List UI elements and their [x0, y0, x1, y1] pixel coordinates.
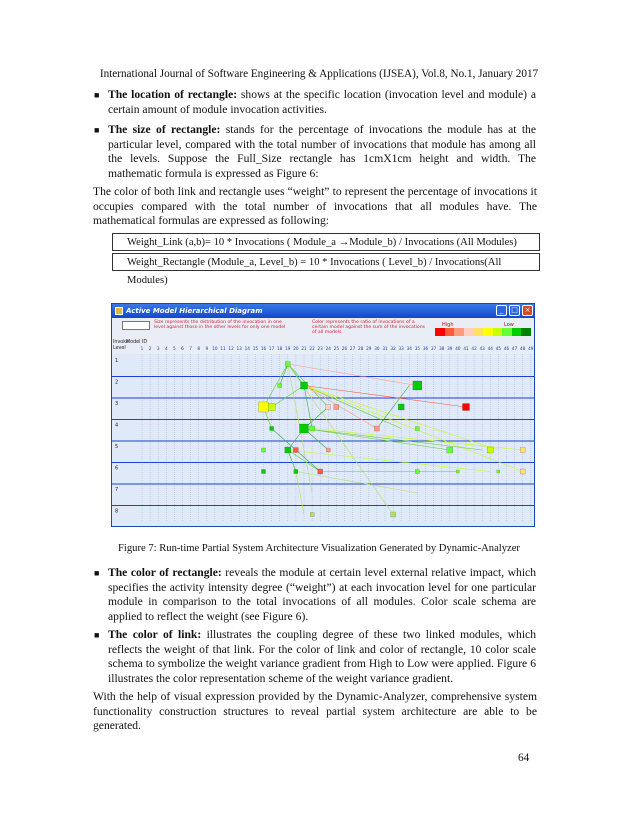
bullet-text: shows at the specific location (invocation level and module) a certain amount of module invocation activities.: [108, 88, 536, 116]
scale-swatch: [445, 328, 455, 336]
size-legend-text: Size represents the distribution of the invocation in one level against those in the other levels for only one model: [154, 320, 286, 331]
bullet-square-icon: ■: [94, 125, 100, 135]
module-tick-label: 7: [189, 346, 192, 351]
scale-swatch: [521, 328, 531, 336]
scale-swatch: [502, 328, 512, 336]
level-label: 2: [115, 379, 119, 386]
color-legend-text: Color represents the ratio of invocations of a certain model against the sum of the invocations of all models: [312, 320, 426, 336]
module-node: [334, 405, 339, 410]
module-tick-label: 40: [455, 346, 461, 351]
module-tick-label: 43: [479, 346, 485, 351]
module-tick-label: 39: [447, 346, 453, 351]
module-node: [374, 426, 379, 431]
module-node: [415, 427, 419, 431]
module-node: [285, 447, 291, 453]
module-tick-label: 2: [148, 346, 152, 351]
module-node: [262, 448, 266, 452]
module-tick-label: 19: [285, 346, 291, 351]
axis-invoke-label: Invoke: [113, 340, 129, 345]
module-tick-label: 34: [406, 346, 412, 351]
figure-caption: Figure 7: Run-time Partial System Architecture Visualization Generated by Dynamic-Analyzer: [118, 543, 520, 554]
module-tick-label: 38: [439, 346, 445, 351]
bullet-square-icon: ■: [94, 630, 100, 640]
scale-high-label: High: [442, 322, 454, 328]
module-tick-label: 20: [293, 346, 299, 351]
module-tick-label: 33: [398, 346, 404, 351]
axis-model-label: Model ID: [126, 340, 148, 345]
module-node: [326, 448, 330, 452]
module-tick-label: 14: [244, 346, 250, 351]
module-tick-label: 15: [252, 346, 259, 351]
module-node: [262, 470, 266, 474]
level-label: 7: [115, 487, 119, 493]
level-label: 4: [115, 422, 119, 429]
module-node: [270, 427, 274, 431]
module-tick-label: 45: [495, 346, 502, 351]
formula-weight-rectangle: Weight_Rectangle (Module_a, Level_b) = 10 * Invocations ( Level_b) / Invocations(All Modules): [112, 253, 540, 271]
module-node: [456, 470, 459, 473]
module-tick-label: 48: [520, 346, 526, 351]
module-node: [487, 447, 493, 453]
module-tick-label: 17: [268, 346, 275, 351]
paragraph-conclusion: With the help of visual expression provided by the Dynamic-Analyzer, comprehensive system functionality construction structures to reveal partial system architecture are able to be generated.: [93, 690, 537, 733]
scale-low-label: Low: [504, 322, 514, 328]
module-node: [398, 404, 404, 410]
bullet-color-link: [94, 628, 536, 686]
bullet-location: [94, 88, 536, 117]
axis-header: [112, 340, 534, 354]
bullet-square-icon: ■: [94, 568, 100, 578]
module-node: [268, 404, 275, 411]
module-node: [300, 424, 309, 433]
module-tick-label: 12: [228, 346, 234, 351]
module-tick-label: 32: [390, 346, 396, 351]
window-title: Active Model Hierarchical Diagram: [126, 307, 263, 315]
module-tick-label: 37: [430, 346, 437, 351]
bullet-text: illustrates the coupling degree of these two linked modules, which reflects the weight of that link. For the color of link and color of rectangle, 10 color scale schema to symbolize the weight variance gradient from High to Low were applied. Figure 6 illustrates the color representation scheme of the weight variance gradient.: [108, 628, 536, 685]
level-label: 1: [115, 358, 119, 364]
formula-weight-link: Weight_Link (a,b)= 10 * Invocations ( Module_a →Module_b) / Invocations (All Modules): [112, 233, 540, 251]
module-tick-label: 6: [181, 346, 184, 351]
module-tick-label: 28: [358, 346, 364, 351]
bullet-term: The location of rectangle:: [108, 88, 238, 101]
module-tick-label: 46: [503, 346, 510, 351]
module-node: [318, 469, 323, 474]
module-tick-label: 26: [341, 346, 348, 351]
level-label: 3: [115, 401, 119, 407]
module-tick-label: 29: [366, 346, 372, 351]
axis-level-label: Level: [113, 346, 126, 351]
module-tick-label: 36: [422, 346, 429, 351]
module-tick-label: 23: [317, 346, 323, 351]
module-tick-label: 18: [277, 346, 283, 351]
module-tick-label: 49: [528, 346, 534, 351]
size-legend-swatch: [122, 321, 150, 330]
app-icon: [115, 307, 123, 315]
scale-swatch: [435, 328, 445, 336]
module-node: [301, 382, 308, 389]
module-tick-label: 42: [471, 346, 477, 351]
maximize-icon[interactable]: □: [509, 305, 520, 316]
module-tick-label: 31: [382, 346, 388, 351]
module-tick-label: 4: [164, 346, 168, 351]
module-node: [463, 404, 470, 411]
module-tick-label: 3: [156, 346, 160, 351]
module-node: [413, 381, 422, 390]
legend-area: [112, 318, 534, 340]
bullet-term: The color of link:: [108, 628, 202, 641]
plot-background: [112, 354, 534, 526]
level-label: 5: [115, 444, 119, 450]
scale-swatch: [493, 328, 503, 336]
bullet-color-rectangle: [94, 566, 536, 624]
bullet-term: The color of rectangle:: [108, 566, 222, 579]
module-tick-label: 10: [212, 346, 218, 351]
module-node: [278, 384, 282, 388]
close-icon[interactable]: ×: [522, 305, 533, 316]
scale-swatch: [464, 328, 474, 336]
scale-swatch: [473, 328, 483, 336]
window-titlebar[interactable]: [112, 304, 534, 318]
module-tick-label: 9: [205, 346, 209, 351]
module-node: [497, 470, 500, 473]
page-number: 64: [518, 752, 530, 764]
module-tick-label: 27: [349, 346, 356, 351]
module-tick-label: 21: [301, 346, 307, 351]
module-node: [415, 470, 419, 474]
figure-7: [111, 303, 535, 527]
module-tick-label: 44: [487, 346, 493, 351]
scale-swatch: [483, 328, 493, 336]
module-tick-label: 8: [197, 346, 201, 351]
app-window: [111, 303, 535, 527]
scale-swatch: [512, 328, 522, 336]
bullet-square-icon: ■: [94, 90, 100, 100]
module-node: [294, 470, 298, 474]
module-tick-label: 16: [260, 346, 267, 351]
module-tick-label: 11: [220, 346, 226, 351]
module-tick-label: 25: [333, 346, 340, 351]
bullet-term: The size of rectangle:: [108, 123, 221, 136]
level-label: 8: [115, 508, 119, 515]
module-node: [310, 426, 315, 431]
module-node: [391, 512, 396, 517]
module-node: [447, 447, 453, 453]
paragraph-color-weight: The color of both link and rectangle uses “weight” to represent the percentage of invocations it occupies compared with the total number of invocations that all modules have. The mathematical formulas are expressed as following:: [93, 185, 537, 228]
minimize-icon[interactable]: _: [496, 305, 507, 316]
module-node: [293, 448, 298, 453]
module-node: [285, 362, 290, 367]
module-node: [326, 405, 331, 410]
module-tick-label: 47: [511, 346, 518, 351]
scale-swatch: [454, 328, 464, 336]
module-tick-label: 1: [140, 346, 144, 351]
bullet-text: reveals the module at certain level external relative impact, which specifies the activity intensity degree (“weight”) at each invocation level for one particular module in comparison to the total invocations of all modules. Color scale schema are applied to reflect the weight (see Figure 6).: [108, 566, 536, 623]
module-tick-label: 35: [414, 346, 421, 351]
bullet-size: [94, 123, 536, 181]
module-node: [520, 448, 525, 453]
module-node: [310, 513, 314, 517]
module-tick-label: 5: [173, 346, 176, 351]
level-label: 6: [115, 465, 119, 472]
module-tick-label: 24: [325, 346, 331, 351]
color-scale: [435, 328, 531, 336]
module-node: [259, 402, 269, 412]
bullet-text: stands for the percentage of invocations the module has at the particular level, compared with the total number of invocations that module has among all the levels. Suppose the Full_Size rectangle has 1cmX1cm height and width. The mathematic formula is expressed as Figure 6:: [108, 123, 536, 180]
module-tick-label: 41: [463, 346, 469, 351]
module-tick-label: 30: [374, 346, 380, 351]
module-node: [520, 469, 525, 474]
hierarchy-plot: [112, 354, 534, 526]
module-tick-label: 13: [236, 346, 242, 351]
running-header: International Journal of Software Engineering & Applications (IJSEA), Vol.8, No.1, January 2017: [99, 68, 539, 80]
module-tick-label: 22: [309, 346, 315, 351]
